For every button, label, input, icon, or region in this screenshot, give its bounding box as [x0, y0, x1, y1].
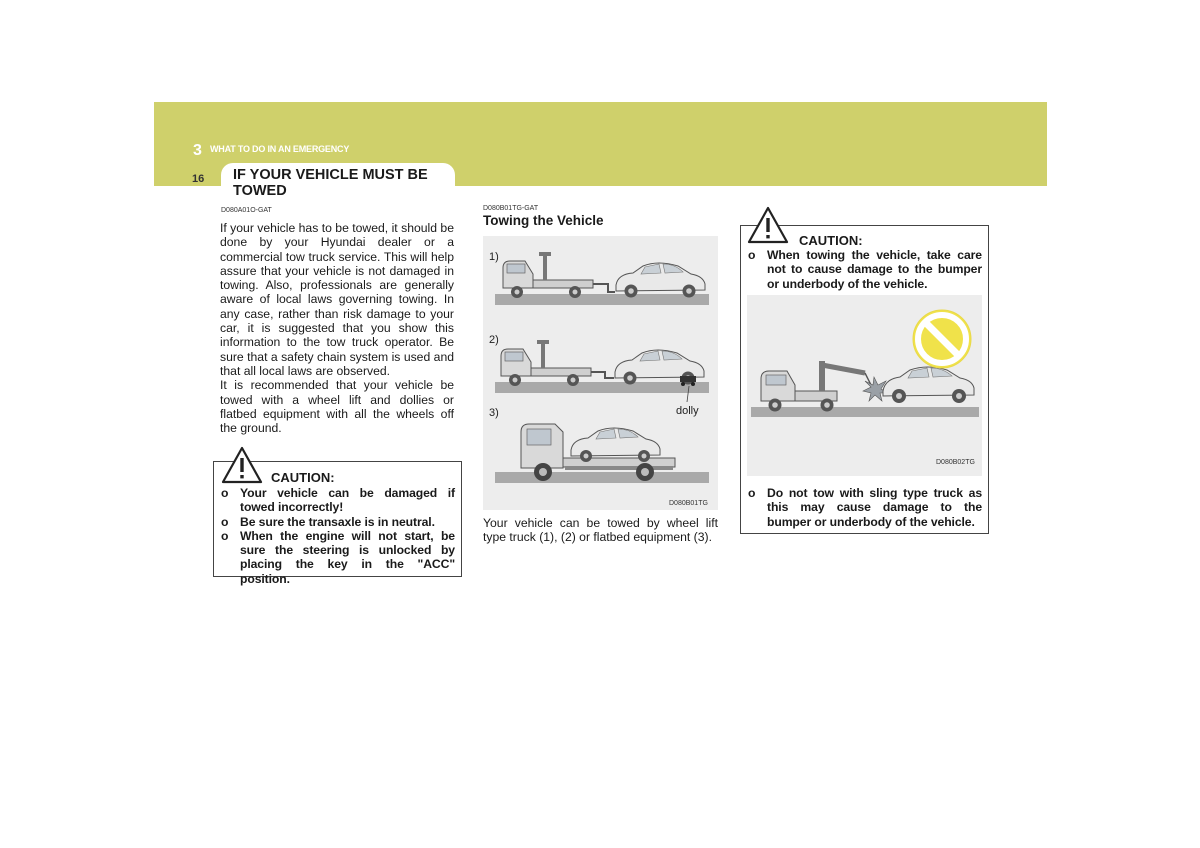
section-body [220, 221, 454, 435]
caution-list-right-1 [748, 248, 982, 291]
caution-list-right-2 [748, 486, 982, 529]
section-title: IF YOUR VEHICLE MUST BE TOWED [233, 167, 428, 199]
caution-item: o Do not tow with sling type truck as this may cause damage to the bumper or underbody of the vehicle. [748, 486, 982, 529]
towing-heading: Towing the Vehicle [483, 213, 604, 228]
towing-figure [483, 236, 718, 510]
figure-label-2: 2) [489, 334, 499, 346]
chapter-title: WHAT TO DO IN AN EMERGENCY [210, 144, 350, 154]
caution-title-left: CAUTION: [271, 470, 335, 485]
caution-item: o When towing the vehicle, take care not to cause damage to the bumper or underbody of the vehicle. [748, 248, 982, 291]
dolly-label: dolly [676, 405, 699, 417]
towing-caption: Your vehicle can be towed by wheel lift type truck (1), (2) or flatbed equipment (3). [483, 516, 718, 545]
section-code: D080A01O-GAT [221, 207, 272, 214]
towing-figure-code: D080B01TG [669, 500, 708, 507]
sling-figure-code: D080B02TG [936, 459, 975, 466]
prohibited-icon [908, 305, 976, 373]
body-paragraph-2: It is recommended that your vehicle be towed with a wheel lift and dollies or flatbed equipment with all the wheels off the ground. [220, 378, 454, 436]
warning-triangle-icon [747, 206, 789, 244]
caution-item: o Your vehicle can be damaged if towed incorrectly! [221, 486, 455, 515]
tow-scene-1 [495, 252, 709, 305]
body-paragraph: If your vehicle has to be towed, it should be done by your Hyundai dealer or a commercial tow truck service. This will help assure that your vehicle is not damaged in towing. Also, professionals are generally aware of local laws governing towing. In any case, rather than risk damage to your car, it is suggested that you show this information to the tow truck operator. Be sure that a safety chain system is used and that all local laws are observed. [220, 221, 454, 378]
caution-item: o When the engine will not start, be sure the steering is unlocked by placing the key in the "ACC" position. [221, 528, 455, 586]
chapter-number: 3 [193, 142, 202, 159]
figure-label-1: 1) [489, 251, 499, 263]
warning-triangle-icon [221, 446, 263, 484]
sling-figure [747, 295, 982, 476]
caution-title-right: CAUTION: [799, 233, 863, 248]
tow-scene-3 [495, 424, 709, 483]
caution-item: o Be sure the transaxle is in neutral. [221, 514, 435, 529]
figure-label-3: 3) [489, 407, 499, 419]
towing-illustration [483, 236, 718, 510]
towing-code: D080B01TG-GAT [483, 205, 539, 212]
caution-list-left [221, 486, 455, 586]
page-number: 16 [192, 173, 205, 185]
tow-scene-2 [495, 340, 709, 402]
